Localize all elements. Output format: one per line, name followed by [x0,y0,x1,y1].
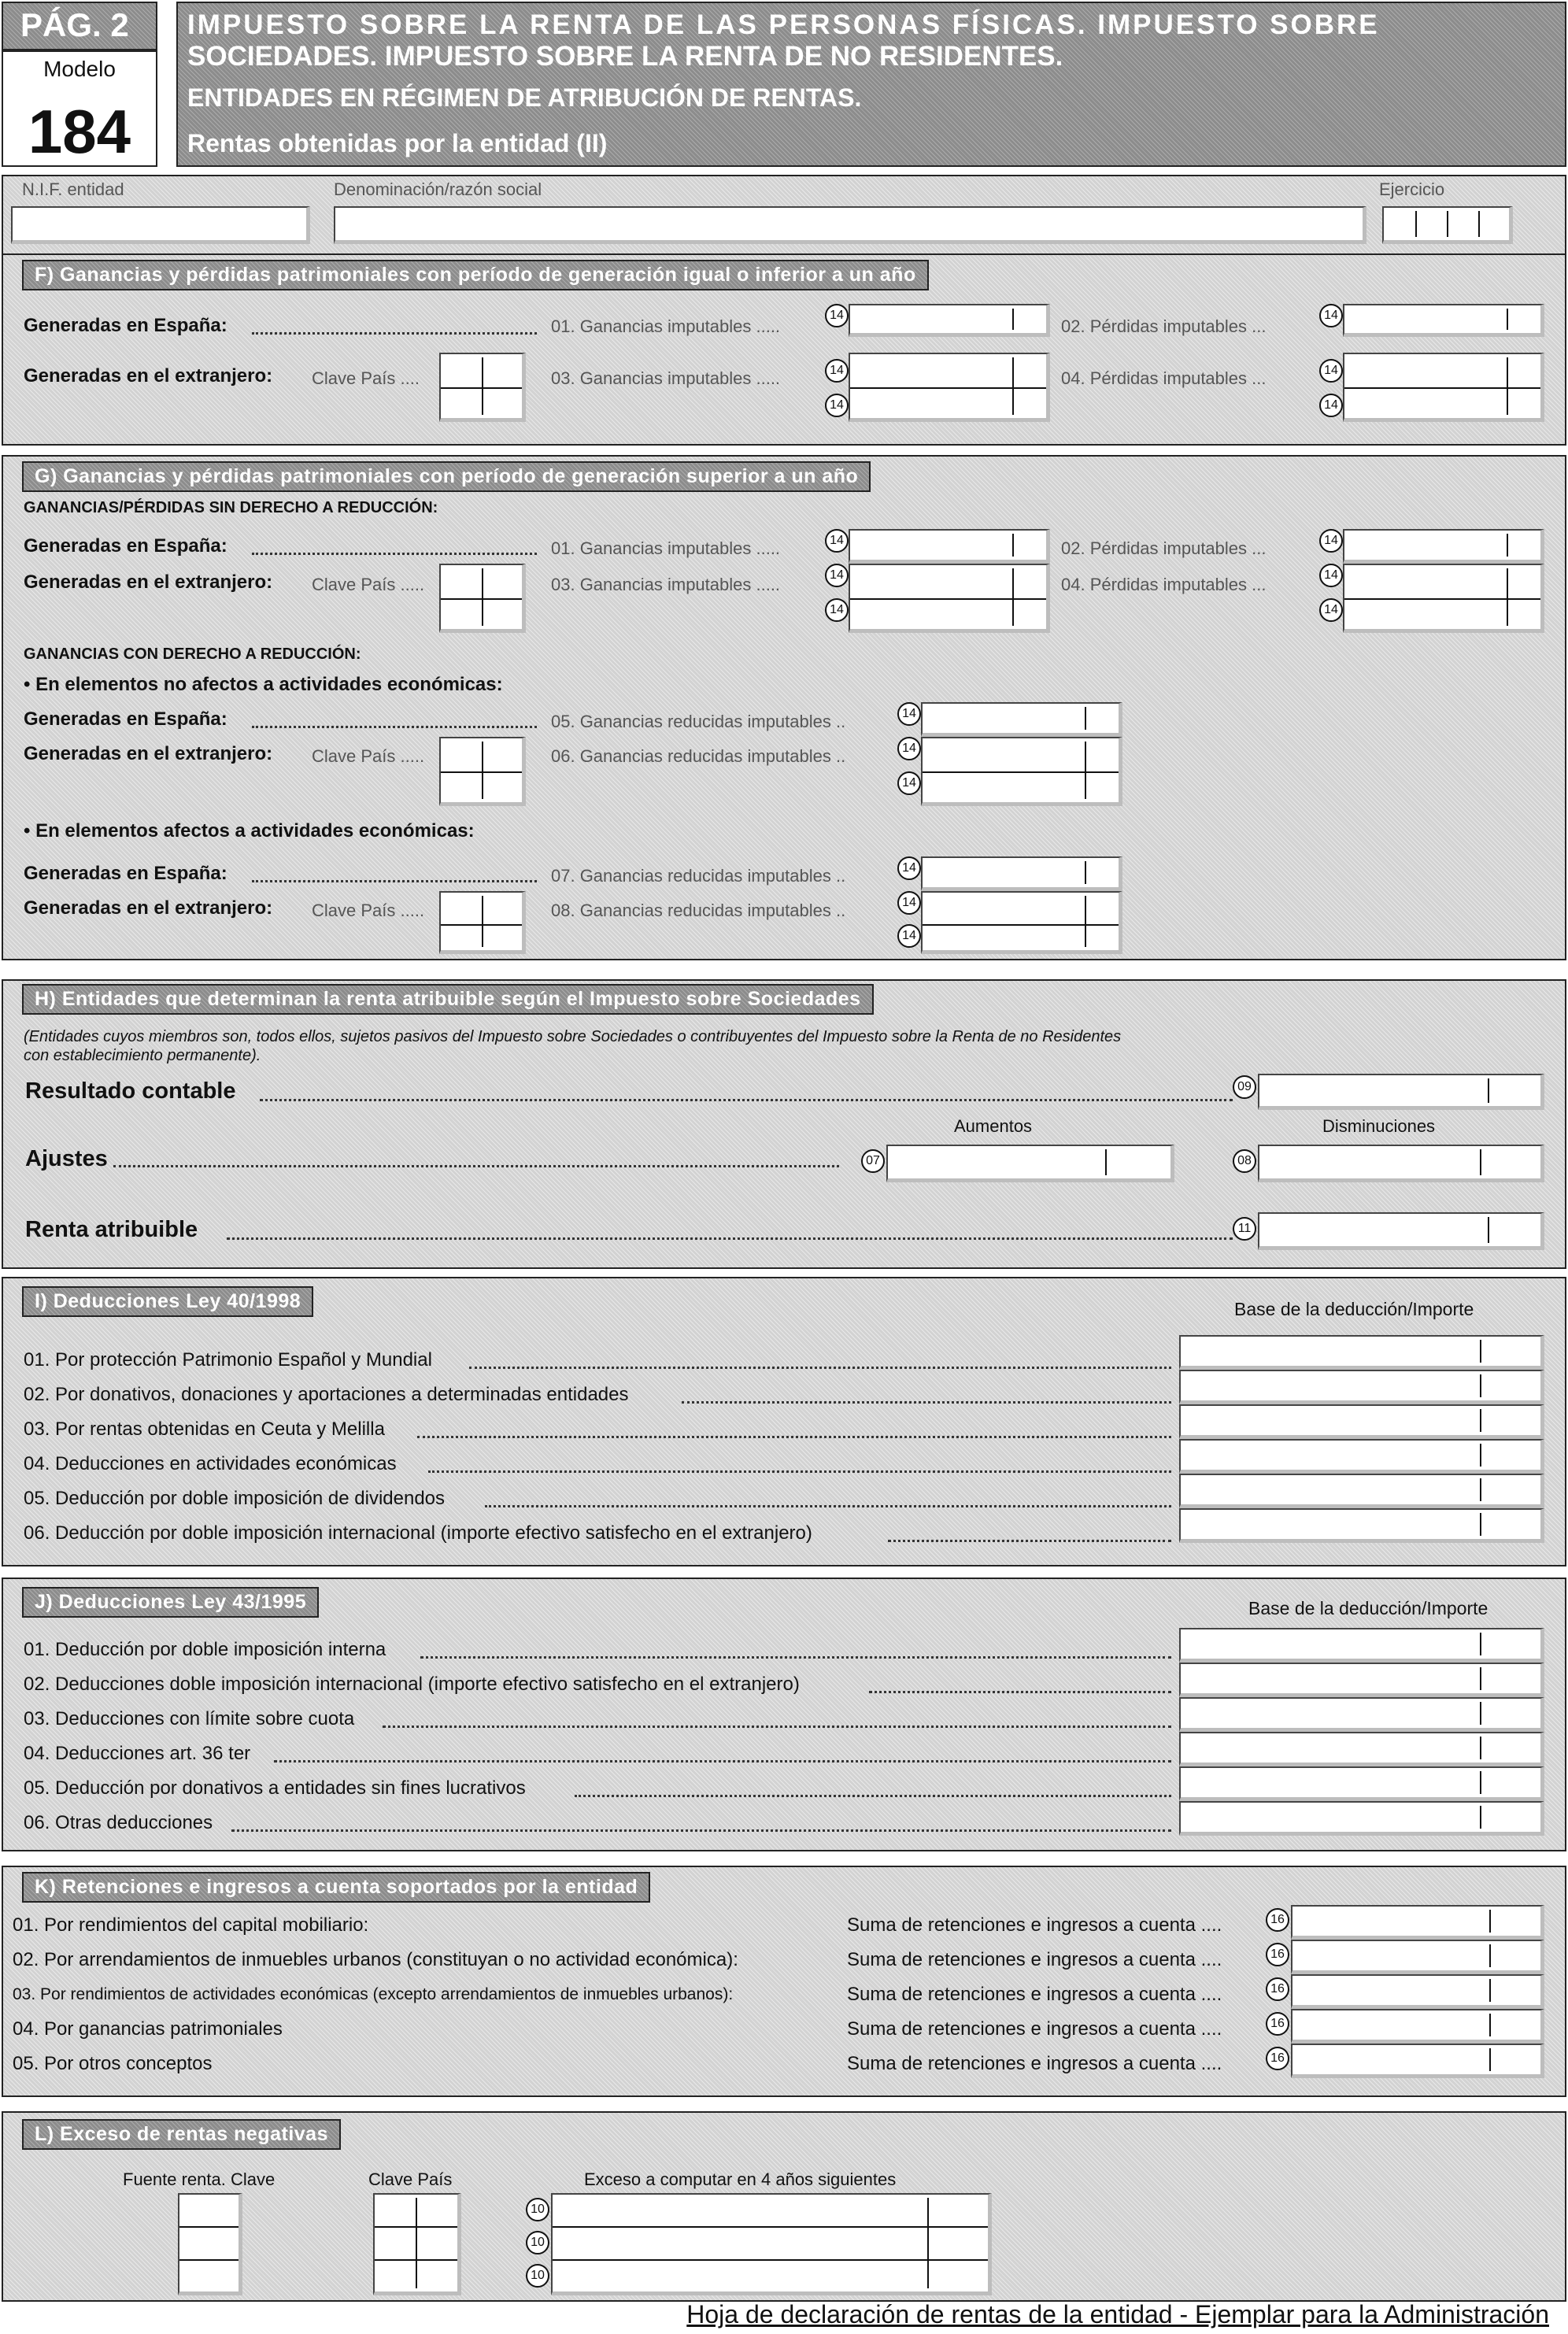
code-14: 14 [1319,394,1343,417]
header-subtitle2: Rentas obtenidas por la entidad (II) [187,129,608,157]
f-generadas-extranjero-label: Generadas en el extranjero: [24,365,273,387]
i-02-field[interactable] [1179,1370,1544,1404]
section-f [2,253,1566,446]
i-item-01: 01. Por protección Patrimonio Español y Mundial [24,1349,432,1370]
h-ajustes-label: Ajustes [25,1146,108,1171]
g-02-field[interactable] [1343,529,1544,564]
code-10: 10 [526,2231,549,2254]
k-suma-02: Suma de retenciones e ingresos a cuenta .... [847,1949,1222,1970]
code-14: 14 [1319,529,1343,553]
j-item-01: 01. Deducción por doble imposición interna [24,1639,386,1660]
f-02-field[interactable] [1343,304,1544,337]
code-14: 14 [825,304,849,327]
g-sin-reduccion-heading: GANANCIAS/PÉRDIDAS SIN DERECHO A REDUCCIÓN: [24,499,438,516]
code-10: 10 [526,2198,549,2221]
k-03-field[interactable] [1291,1974,1544,2009]
k-suma-03: Suma de retenciones e ingresos a cuenta .... [847,1984,1222,2005]
code-14: 14 [825,564,849,587]
section-k-title: K) Retenciones e ingresos a cuenta soportados por la entidad [22,1872,650,1903]
f-02-label: 02. Pérdidas imputables ... [1061,316,1267,336]
h-renta-label: Renta atribuible [25,1217,198,1242]
g-05-espana-label: Generadas en España: [24,708,227,730]
k-item-02: 02. Por arrendamientos de inmuebles urbanos (constituyan o no actividad económica): [13,1949,738,1970]
denominacion-field[interactable] [334,206,1366,244]
nif-label: N.I.F. entidad [22,179,124,199]
f-clave-pais-label: Clave País .... [312,368,420,388]
l-exceso-label: Exceso a computar en 4 años siguientes [584,2169,897,2189]
code-14: 14 [825,394,849,417]
j-03-field[interactable] [1179,1697,1544,1732]
j-01-field[interactable] [1179,1628,1544,1663]
h-disminuciones-field[interactable] [1258,1145,1544,1182]
j-base-label: Base de la deducción/Importe [1248,1598,1488,1618]
k-01-field[interactable] [1291,1905,1544,1940]
j-02-field[interactable] [1179,1663,1544,1697]
g-03-field[interactable] [849,564,1050,633]
j-04-field[interactable] [1179,1732,1544,1766]
h-aumentos-field[interactable] [886,1145,1174,1182]
i-item-06: 06. Deducción por doble imposición internacional (importe efectivo satisfecho en el extranjero) [24,1522,812,1544]
g-06-label: 06. Ganancias reducidas imputables .. [551,746,846,766]
g-07-espana-label: Generadas en España: [24,863,227,884]
ejercicio-field[interactable] [1382,206,1513,244]
g-08-field[interactable] [921,891,1122,954]
page-number-box [2,2,157,50]
model-label: Modelo [43,57,116,81]
j-item-05: 05. Deducción por donativos a entidades sin fines lucrativos [24,1777,526,1799]
ejercicio-label: Ejercicio [1379,179,1445,199]
h-resultado-field[interactable] [1258,1074,1544,1110]
i-item-04: 04. Deducciones en actividades económicas [24,1453,397,1474]
k-item-01: 01. Por rendimientos del capital mobiliario: [13,1914,369,1936]
code-14: 14 [1319,304,1343,327]
k-02-field[interactable] [1291,1940,1544,1974]
f-01-label: 01. Ganancias imputables ..... [551,316,781,336]
k-04-field[interactable] [1291,2009,1544,2044]
code-16: 16 [1266,1977,1289,2001]
code-11: 11 [1233,1217,1256,1241]
g-05-field[interactable] [921,702,1122,737]
code-14: 14 [1319,598,1343,622]
section-f-title: F) Ganancias y pérdidas patrimoniales con período de generación igual o inferior a un año [22,260,929,290]
header-title-line1: IMPUESTO SOBRE LA RENTA DE LAS PERSONAS FÍSICAS. IMPUESTO SOBRE [187,9,1380,40]
identification-section [2,175,1566,257]
g-04-label: 04. Pérdidas imputables ... [1061,575,1267,594]
j-05-field[interactable] [1179,1766,1544,1801]
j-06-field[interactable] [1179,1801,1544,1836]
code-14: 14 [897,856,921,880]
f-03-label: 03. Ganancias imputables ..... [551,368,781,388]
section-j [2,1578,1566,1851]
k-item-05: 05. Por otros conceptos [13,2053,213,2074]
g-06-clave-pais-label: Clave País ..... [312,746,425,766]
k-suma-05: Suma de retenciones e ingresos a cuenta .... [847,2053,1222,2074]
i-05-field[interactable] [1179,1474,1544,1508]
j-item-04: 04. Deducciones art. 36 ter [24,1743,251,1764]
i-06-field[interactable] [1179,1508,1544,1543]
g-05-label: 05. Ganancias reducidas imputables .. [551,712,846,731]
section-i-title: I) Deducciones Ley 40/1998 [22,1286,313,1317]
code-14: 14 [897,891,921,915]
i-item-05: 05. Deducción por doble imposición de dividendos [24,1488,446,1509]
l-fuente-label: Fuente renta. Clave [123,2169,276,2189]
l-exceso-field[interactable] [551,2193,992,2295]
h-aumentos-label: Aumentos [954,1116,1033,1136]
g-04-field[interactable] [1343,564,1544,633]
f-01-field[interactable] [849,304,1050,337]
section-h [2,979,1566,1269]
code-14: 14 [897,771,921,795]
code-07: 07 [861,1149,885,1173]
model-number: 184 [28,97,131,166]
g-generadas-extranjero-label: Generadas en el extranjero: [24,571,273,593]
g-08-label: 08. Ganancias reducidas imputables .. [551,901,846,920]
g-no-afectos-heading: • En elementos no afectos a actividades económicas: [24,674,503,695]
code-14: 14 [897,702,921,726]
g-clave-pais-field[interactable] [439,564,526,633]
k-item-03: 03. Por rendimientos de actividades económicas (excepto arrendamientos de inmuebles urbanos): [13,1985,734,2003]
f-04-field[interactable] [1343,353,1544,422]
g-08-clave-pais-field[interactable] [439,891,526,954]
g-generadas-espana-label: Generadas en España: [24,535,227,557]
i-base-label: Base de la deducción/Importe [1234,1299,1474,1319]
g-con-reduccion-heading: GANANCIAS CON DERECHO A REDUCCIÓN: [24,645,361,663]
l-clave-label: Clave País [368,2169,453,2189]
k-item-04: 04. Por ganancias patrimoniales [13,2018,283,2040]
code-14: 14 [825,359,849,383]
f-generadas-espana-label: Generadas en España: [24,315,227,336]
nif-field[interactable] [11,206,310,244]
code-08: 08 [1233,1149,1256,1173]
g-06-clave-pais-field[interactable] [439,737,526,806]
f-clave-pais-field[interactable] [439,353,526,422]
section-g-title: G) Ganancias y pérdidas patrimoniales con período de generación superior a un año [22,461,871,492]
g-07-label: 07. Ganancias reducidas imputables .. [551,866,846,886]
code-16: 16 [1266,2012,1289,2036]
code-09: 09 [1233,1075,1256,1099]
i-item-03: 03. Por rentas obtenidas en Ceuta y Melilla [24,1419,385,1440]
h-disminuciones-label: Disminuciones [1322,1116,1436,1136]
page-number: PÁG. 2 [20,6,129,43]
code-10: 10 [526,2264,549,2288]
l-fuente-field[interactable] [178,2193,242,2295]
l-clave-field[interactable] [373,2193,461,2295]
k-suma-01: Suma de retenciones e ingresos a cuenta .... [847,1914,1222,1936]
code-14: 14 [1319,359,1343,383]
code-14: 14 [1319,564,1343,587]
section-h-title: H) Entidades que determinan la renta atribuible según el Impuesto sobre Sociedades [22,984,874,1015]
g-08-clave-pais-label: Clave País ..... [312,901,425,920]
g-06-extranjero-label: Generadas en el extranjero: [24,743,273,764]
f-04-label: 04. Pérdidas imputables ... [1061,368,1267,388]
g-clave-pais-label: Clave País ..... [312,575,425,594]
g-06-field[interactable] [921,737,1122,806]
footer-text: Hoja de declaración de rentas de la entidad - Ejemplar para la Administración [686,2300,1549,2328]
section-l-title: L) Exceso de rentas negativas [22,2119,341,2150]
g-08-extranjero-label: Generadas en el extranjero: [24,897,273,919]
i-04-field[interactable] [1179,1439,1544,1474]
g-01-label: 01. Ganancias imputables ..... [551,538,781,558]
g-afectos-heading: • En elementos afectos a actividades económicas: [24,820,475,841]
g-07-field[interactable] [921,856,1122,891]
k-suma-04: Suma de retenciones e ingresos a cuenta .... [847,2018,1222,2040]
f-03-field[interactable] [849,353,1050,422]
header-title-line2: SOCIEDADES. IMPUESTO SOBRE LA RENTA DE NO RESIDENTES. [187,41,1063,72]
h-resultado-label: Resultado contable [25,1078,236,1104]
code-16: 16 [1266,2047,1289,2070]
section-g [2,455,1566,960]
code-16: 16 [1266,1943,1289,1966]
section-j-title: J) Deducciones Ley 43/1995 [22,1587,319,1618]
g-02-label: 02. Pérdidas imputables ... [1061,538,1267,558]
section-k [2,1866,1566,2097]
j-item-06: 06. Otras deducciones [24,1812,213,1833]
denominacion-label: Denominación/razón social [334,179,542,199]
h-note-line1: (Entidades cuyos miembros son, todos ellos, sujetos pasivos del Impuesto sobre Sociedades o contribuyentes del Impuesto sobre la Renta de no Residentes [24,1028,1122,1045]
j-item-03: 03. Deducciones con límite sobre cuota [24,1708,355,1729]
code-14: 14 [825,529,849,553]
i-item-02: 02. Por donativos, donaciones y aportaciones a determinadas entidades [24,1384,629,1405]
code-14: 14 [897,924,921,948]
j-item-02: 02. Deducciones doble imposición internacional (importe efectivo satisfecho en el extranjero) [24,1674,800,1695]
i-01-field[interactable] [1179,1335,1544,1370]
h-renta-field[interactable] [1258,1212,1544,1250]
header-title-box [176,2,1566,167]
k-05-field[interactable] [1291,2044,1544,2078]
model-box [2,50,157,167]
h-note-line2: con establecimiento permanente). [24,1047,261,1064]
code-14: 14 [897,737,921,760]
i-03-field[interactable] [1179,1404,1544,1439]
code-14: 14 [825,598,849,622]
g-03-label: 03. Ganancias imputables ..... [551,575,781,594]
g-01-field[interactable] [849,529,1050,564]
section-i [2,1277,1566,1566]
section-l [2,2111,1566,2302]
header-subtitle: ENTIDADES EN RÉGIMEN DE ATRIBUCIÓN DE RENTAS. [187,83,862,112]
code-16: 16 [1266,1908,1289,1932]
